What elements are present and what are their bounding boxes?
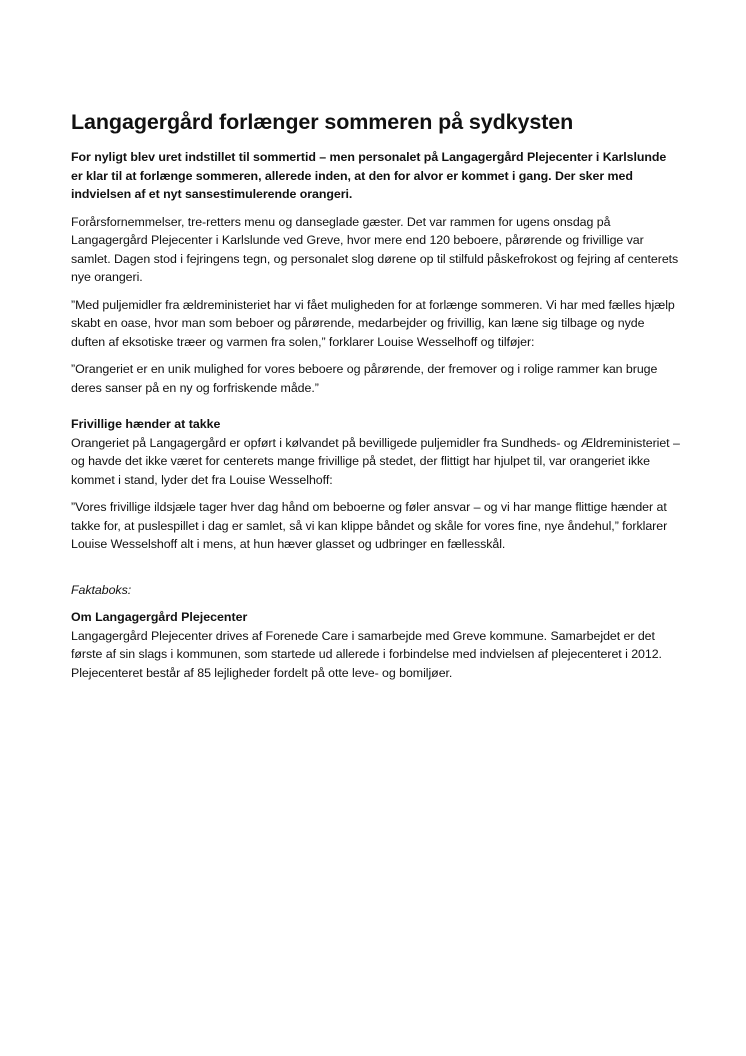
spacer (71, 563, 681, 581)
document-page (71, 108, 681, 691)
factbox-text: Langagergård Plejecenter drives af Forenede Care i samarbejde med Greve kommune. Samarbejdet er det første af sin slags i kommunen, som startede ud allerede i forbindelse med indvielsen af plejecenteret i 2012. Plejecenteret består af 85 lejligheder fordelt på otte leve- og bomiljøer. (71, 628, 662, 680)
quote-paragraph: ”Orangeriet er en unik mulighed for vores beboere og pårørende, der fremover og i rolige rammer kan bruge deres sanser på en ny og forfriskende måde.” (71, 362, 658, 395)
body-paragraph: Orangeriet på Langagergård er opført i kølvandet på bevilligede puljemidler fra Sundheds- og Ældreministeriet – og havde det ikke været for centerets mange frivillige på stedet, der flittigt har hjulpet til, var orangeriet ikke kommet i stand, lyder det fra Louise Wesselhoff: (71, 435, 680, 487)
quote-paragraph: ”Vores frivillige ildsjæle tager hver dag hånd om beboerne og føler ansvar – og vi har mange flittige hænder at takke for, at puslespillet i dag er samlet, så vi kan klippe båndet og skåle for vores fine, nye åndehul,” forklarer Louise Wesselshoff alt i mens, at hun hæver glasset og udbringer en fællesskål. (71, 500, 668, 551)
quote-paragraph: ”Med puljemidler fra ældreministeriet har vi fået muligheden for at forlænge sommeren. Vi har med fælles hjælp skabt en oase, hvor man som beboer og pårørende, medarbejder og frivillig, kan læne sig tilbage og nyde duften af eksotiske træer og varmen fra solen,” forklarer Louise Wesselhoff og tilføjer: (71, 297, 675, 349)
lead-paragraph: For nyligt blev uret indstillet til sommertid – men personalet på Langagergård Plejecenter i Karlslunde er klar til at forlænge sommeren, allerede inden, at den for alvor er kommet i gang. Der sker med indvielsen af et nyt sansestimulerende orangeri. (71, 150, 667, 201)
body-paragraph: Forårsfornemmelser, tre-retters menu og danseglade gæster. Det var rammen for ugens onsdag på Langagergård Plejecenter i Karlslunde ved Greve, hvor mere end 120 beboere, pårørende og frivillige var samlet. Dagen stod i fejringens tegn, og personalet slog dørene op til stilfuld påskefrokost og fejring af centerets nye orangeri. (71, 214, 679, 284)
section-heading: Frivillige hænder at takke (71, 417, 221, 431)
factbox-label: Faktaboks: (71, 582, 132, 597)
spacer (71, 406, 681, 415)
factbox-heading: Om Langagergård Plejecenter (71, 610, 248, 624)
document-title: Langagergård forlænger sommeren på sydkysten (71, 110, 574, 134)
